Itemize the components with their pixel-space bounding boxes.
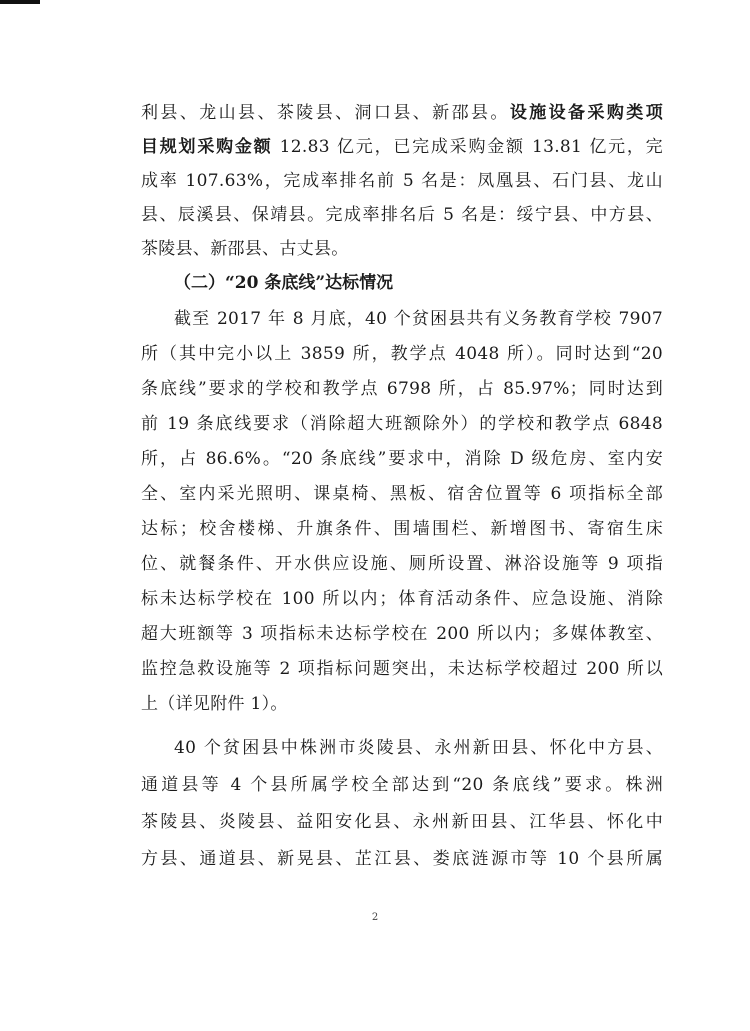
paragraph3-line: 通道县等 4 个县所属学校全部达到“20 条底线”要求。株洲 [141, 775, 663, 795]
paragraph1-line2-bold: 目规划采购金额 [141, 137, 273, 157]
paragraph2-line: 达标；校舍楼梯、升旗条件、围墙围栏、新增图书、寄宿生床 [141, 519, 663, 539]
paragraph1-line1-bold: 设施设备采购类项 [509, 103, 663, 123]
section-heading: （二）“20 条底线”达标情况 [174, 273, 394, 293]
paragraph2-line: 所，占 86.6%。“20 条底线”要求中，消除 D 级危房、室内安 [141, 449, 663, 469]
paragraph2-line: 标未达标学校在 100 所以内；体育活动条件、应急设施、消除 [141, 589, 663, 609]
paragraph3-line: 40 个贫困县中株洲市炎陵县、永州新田县、怀化中方县、 [174, 738, 663, 758]
paragraph2-line: 位、就餐条件、开水供应设施、厕所设置、淋浴设施等 9 项指 [141, 554, 663, 574]
paragraph2-line: 全、室内采光照明、课桌椅、黑板、宿舍位置等 6 项指标全部 [141, 484, 663, 504]
paragraph1-line4: 县、辰溪县、保靖县。完成率排名后 5 名是：绥宁县、中方县、 [141, 205, 663, 225]
paragraph1-line2-text: 12.83 亿元，已完成采购金额 13.81 亿元，完 [272, 137, 663, 157]
paragraph1-line1 [141, 96, 663, 130]
paragraph2-line: 条底线”要求的学校和教学点 6798 所，占 85.97%；同时达到 [141, 379, 663, 399]
paragraph2-line: 监控急救设施等 2 项指标问题突出，未达标学校超过 200 所以 [141, 659, 663, 679]
paragraph1-line2 [141, 130, 663, 164]
page-number: 2 [371, 912, 379, 923]
paragraph2-line: 前 19 条底线要求（消除超大班额除外）的学校和教学点 6848 [141, 414, 663, 434]
paragraph2-line: 所（其中完小以上 3859 所，教学点 4048 所）。同时达到“20 [141, 344, 663, 364]
paragraph3-line: 方县、通道县、新晃县、芷江县、娄底涟源市等 10 个县所属 [141, 849, 663, 869]
paragraph2-line: 截至 2017 年 8 月底，40 个贫困县共有义务教育学校 7907 [174, 309, 663, 329]
paragraph3-line: 茶陵县、炎陵县、益阳安化县、永州新田县、江华县、怀化中 [141, 812, 663, 832]
paragraph2-line: 超大班额等 3 项指标未达标学校在 200 所以内；多媒体教室、 [141, 624, 663, 644]
paragraph1-line3: 成率 107.63%，完成率排名前 5 名是：凤凰县、石门县、龙山 [141, 171, 663, 191]
scan-corner-mark [0, 0, 40, 4]
paragraph2-line: 上（详见附件 1）。 [141, 694, 288, 714]
paragraph1-line5: 茶陵县、新邵县、古丈县。 [141, 239, 349, 259]
paragraph1-line1-text: 利县、龙山县、茶陵县、洞口县、新邵县。 [141, 103, 510, 123]
